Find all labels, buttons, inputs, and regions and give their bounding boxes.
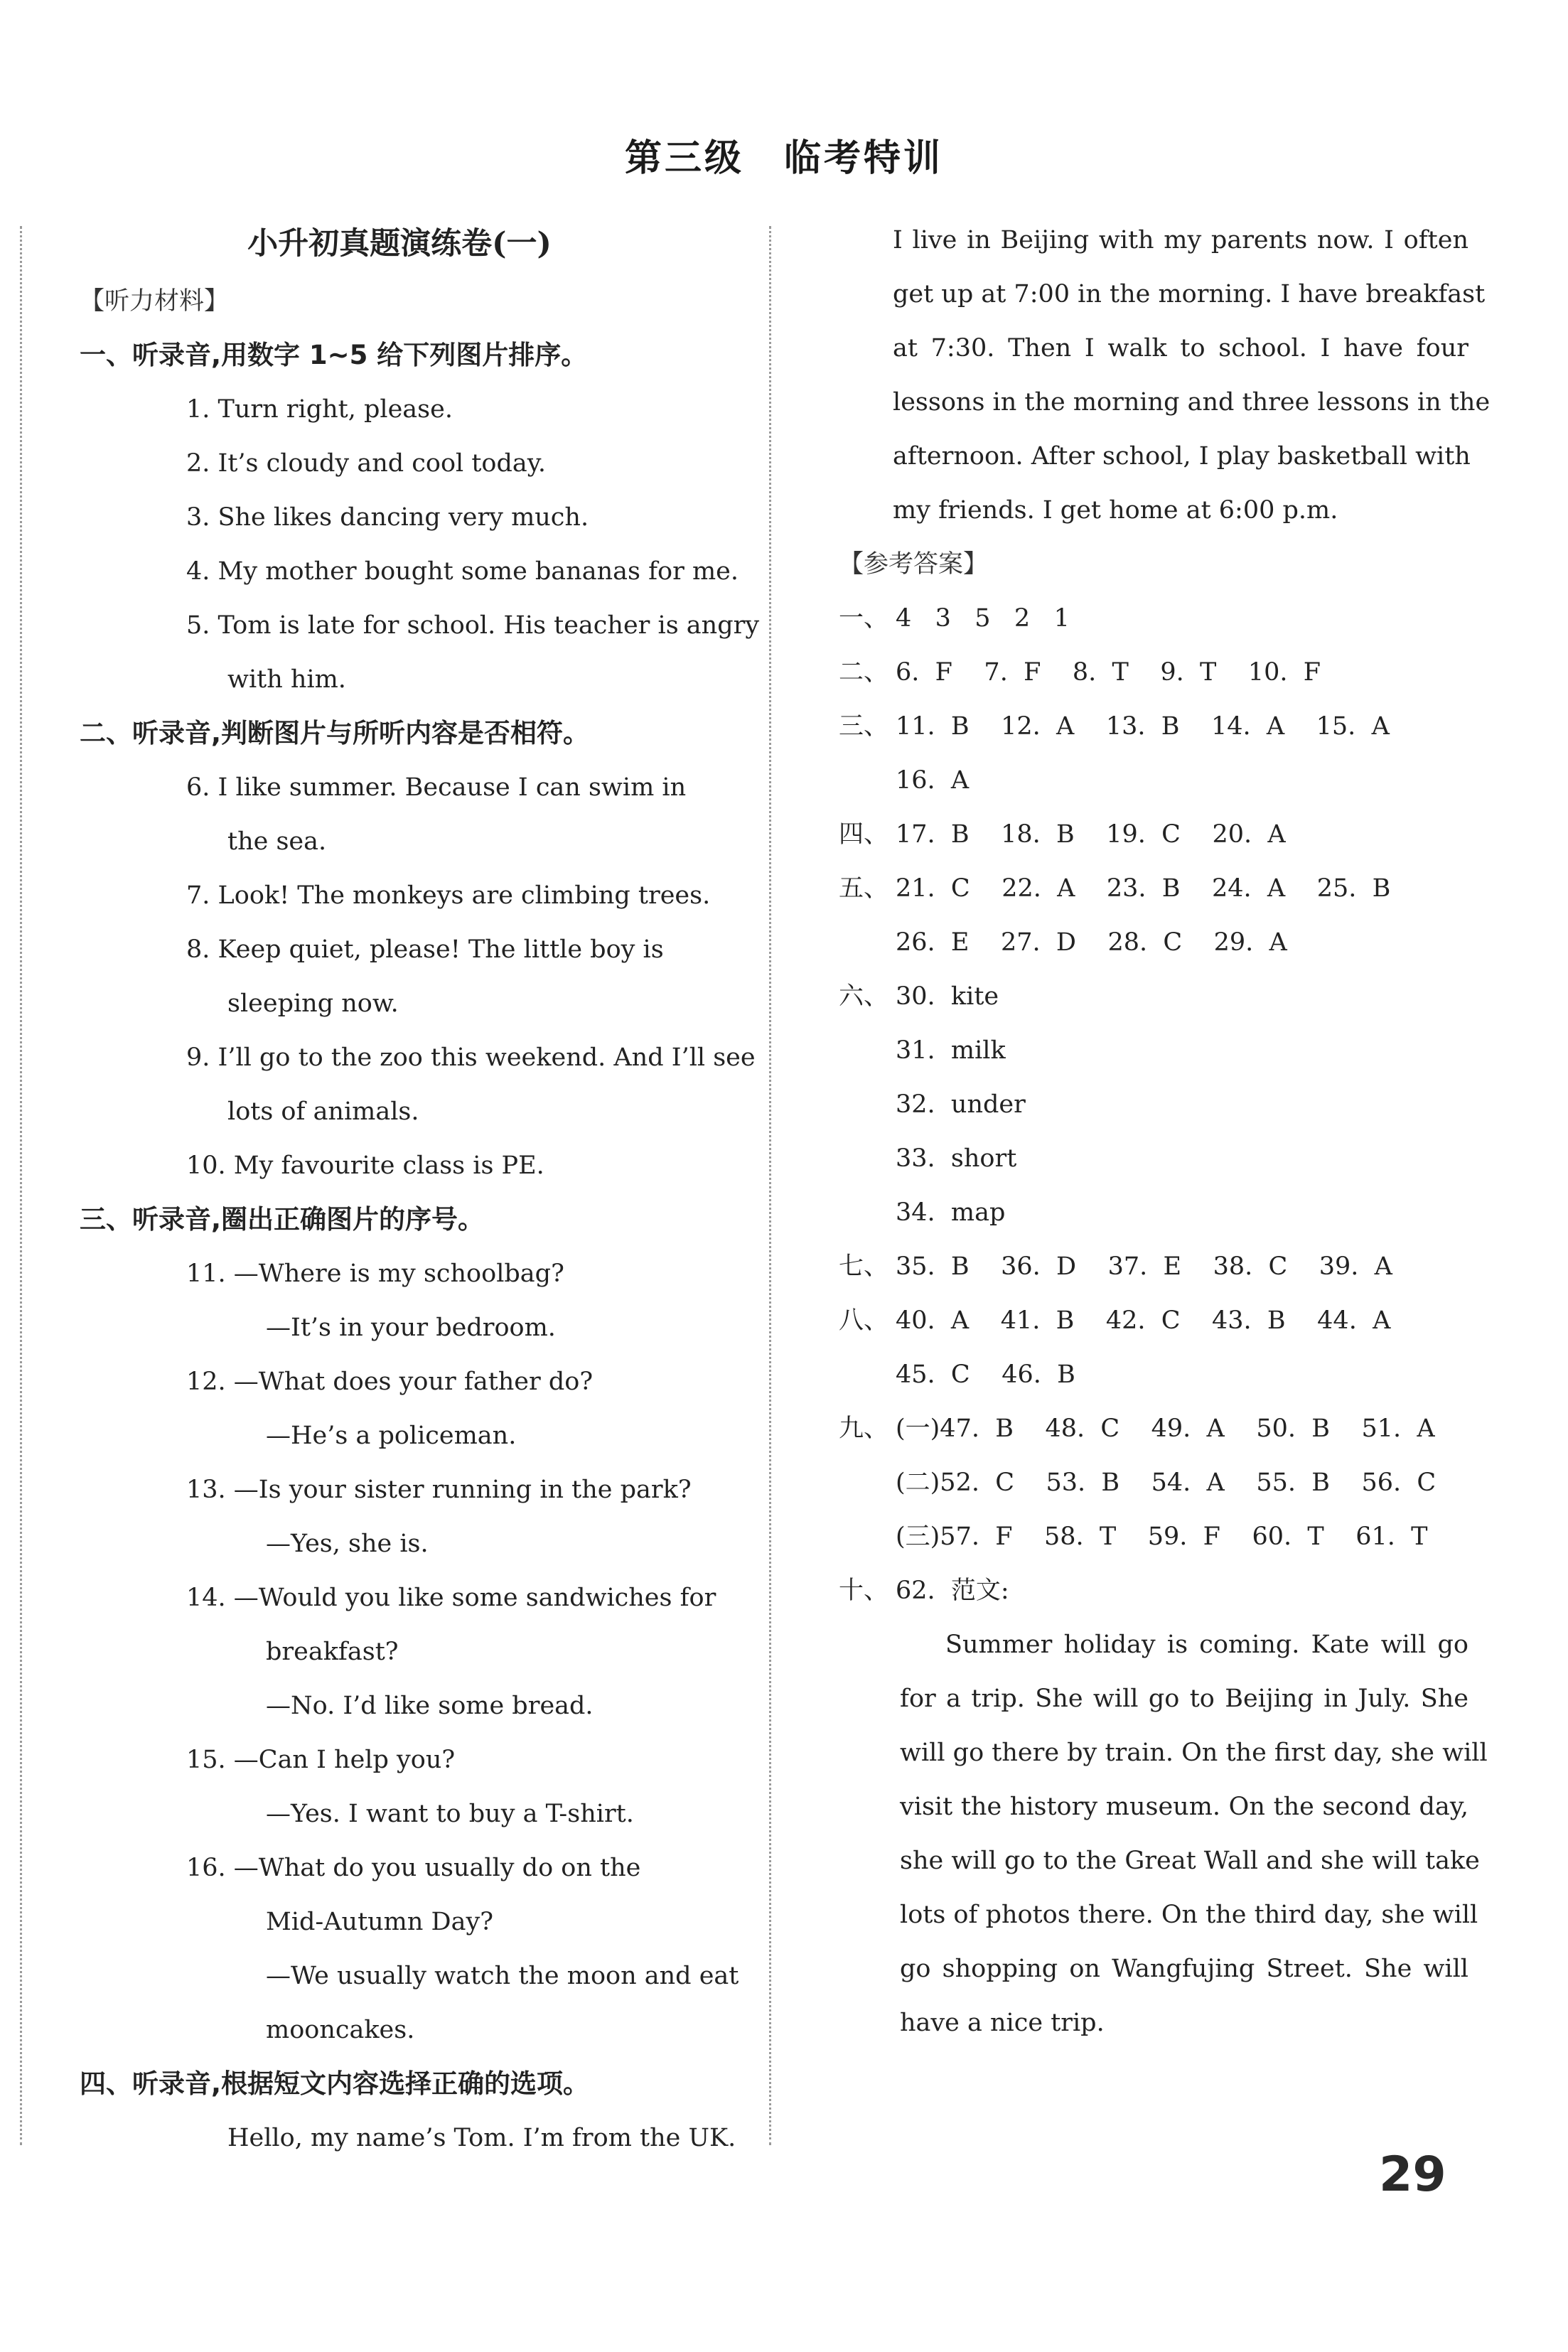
answer-row [839, 1024, 1464, 1078]
answer-row [839, 1510, 1464, 1564]
dialogue-line: 12. —What does your father do? [186, 1368, 594, 1396]
section-4-heading: 四、听录音,根据短文内容选择正确的选项。 [80, 2068, 590, 2099]
column-divider [769, 226, 771, 2145]
passage-line: lessons in the morning and three lessons in the [893, 388, 1491, 417]
answer-row [839, 1348, 1464, 1402]
list-item: 10. My favourite class is PE. [186, 1151, 544, 1180]
answer-row [839, 753, 1464, 807]
answer-text: 16. A [896, 766, 970, 795]
essay-line: will go there by train. On the first day, she will [900, 1739, 1488, 1767]
list-item: 9. I’ll go to the zoo this weekend. And I’ll see [186, 1043, 756, 1072]
list-item: 7. Look! The monkeys are climbing trees. [186, 881, 711, 910]
answer-text: 21. C 22. A 23. B 24. A 25. B [896, 874, 1391, 903]
answer-row [839, 1564, 1464, 1618]
page-number: 29 [1379, 2147, 1446, 2203]
answer-text: 26. E 27. D 28. C 29. A [896, 928, 1287, 957]
dialogue-continued: mooncakes. [266, 2016, 415, 2044]
list-item-continued: sleeping now. [227, 989, 399, 1018]
answer-text: (三)57. F 58. T 59. F 60. T 61. T [896, 1523, 1428, 1551]
answer-row [839, 1294, 1464, 1348]
dialogue-continued: breakfast? [266, 1638, 399, 1666]
answer-text: 30. kite [896, 982, 999, 1011]
dialogue-continued: Mid-Autumn Day? [266, 1908, 494, 1936]
answer-row [839, 645, 1464, 699]
list-item: 5. Tom is late for school. His teacher is angry [186, 611, 760, 640]
list-item-continued: with him. [227, 665, 346, 694]
answer-text: 34. map [896, 1198, 1006, 1227]
answer-text: 17. B 18. B 19. C 20. A [896, 820, 1286, 849]
dialogue-reply: —Yes. I want to buy a T-shirt. [266, 1800, 634, 1828]
exam-title: 小升初真题演练卷(一) [247, 226, 552, 262]
answer-row [839, 591, 1464, 645]
passage-line: at 7:30. Then I walk to school. I have four [893, 334, 1468, 363]
essay-line: Summer holiday is coming. Kate will go [945, 1631, 1468, 1659]
dialogue-line: 11. —Where is my schoolbag? [186, 1260, 564, 1288]
dialogue-reply: —No. I’d like some bread. [266, 1692, 594, 1720]
section-3-heading: 三、听录音,圈出正确图片的序号。 [80, 1204, 485, 1235]
answer-row [839, 861, 1464, 915]
answer-text: 4 3 5 2 1 [896, 604, 1070, 633]
answers-label: 【参考答案】 [839, 550, 989, 579]
answer-text: 32. under [896, 1090, 1026, 1119]
answer-text: 62. 范文: [896, 1577, 1009, 1605]
answer-row [839, 1402, 1464, 1456]
list-item: 6. I like summer. Because I can swim in [186, 773, 687, 802]
passage-line: Hello, my name’s Tom. I’m from the UK. [227, 2124, 736, 2152]
essay-line: have a nice trip. [900, 2009, 1105, 2037]
list-item: 2. It’s cloudy and cool today. [186, 449, 546, 478]
answer-text: 45. C 46. B [896, 1360, 1075, 1389]
answer-list [839, 591, 1464, 1618]
essay-line: go shopping on Wangfujing Street. She will [900, 1955, 1468, 1983]
answer-text: 6. F 7. F 8. T 9. T 10. F [896, 658, 1321, 687]
essay-line: visit the history museum. On the second day, [900, 1793, 1468, 1821]
dialogue-reply: —He’s a policeman. [266, 1422, 517, 1450]
passage-line: afternoon. After school, I play basketball with [893, 442, 1471, 471]
answer-row [839, 970, 1464, 1024]
answer-section-label: 四、 [839, 820, 889, 849]
list-item: 8. Keep quiet, please! The little boy is [186, 935, 664, 964]
dialogue-line: 16. —What do you usually do on the [186, 1854, 641, 1882]
answer-row [839, 1132, 1464, 1186]
dialogue-reply: —We usually watch the moon and eat [266, 1962, 739, 1990]
list-item: 3. She likes dancing very much. [186, 503, 589, 532]
answer-row [839, 915, 1464, 970]
passage-line: get up at 7:00 in the morning. I have breakfast [893, 280, 1486, 308]
listening-label: 【听力材料】 [80, 287, 230, 316]
dialogue-line: 13. —Is your sister running in the park? [186, 1476, 692, 1504]
answer-section-label: 五、 [839, 874, 889, 903]
answer-section-label: 三、 [839, 712, 889, 741]
list-item: 1. Turn right, please. [186, 395, 453, 424]
dialogue-line: 15. —Can I help you? [186, 1746, 456, 1774]
answer-text: (一)47. B 48. C 49. A 50. B 51. A [896, 1414, 1435, 1443]
list-item: 4. My mother bought some bananas for me. [186, 557, 739, 586]
right-column [839, 213, 1491, 2050]
dialogue-reply: —Yes, she is. [266, 1530, 429, 1558]
answer-text: 40. A 41. B 42. C 43. B 44. A [896, 1306, 1391, 1335]
list-item-continued: the sea. [227, 827, 327, 856]
answer-section-label: 九、 [839, 1414, 889, 1443]
answer-row [839, 1078, 1464, 1132]
answer-text: 31. milk [896, 1036, 1006, 1065]
dialogue-line: 14. —Would you like some sandwiches for [186, 1584, 716, 1612]
essay-line: she will go to the Great Wall and she will take [900, 1847, 1480, 1875]
answer-section-label: 一、 [839, 604, 889, 633]
passage-line: my friends. I get home at 6:00 p.m. [893, 496, 1338, 525]
answer-text: 35. B 36. D 37. E 38. C 39. A [896, 1252, 1392, 1281]
answer-text: 11. B 12. A 13. B 14. A 15. A [896, 712, 1390, 741]
list-item-continued: lots of animals. [227, 1097, 419, 1126]
dialogue-reply: —It’s in your bedroom. [266, 1314, 556, 1342]
answer-row [839, 699, 1464, 753]
answer-row [839, 1456, 1464, 1510]
answer-section-label: 二、 [839, 658, 889, 687]
answer-row [839, 1240, 1464, 1294]
answer-section-label: 六、 [839, 982, 889, 1011]
answer-section-label: 七、 [839, 1252, 889, 1281]
answer-row [839, 1186, 1464, 1240]
page-title: 第三级 临考特训 [624, 137, 943, 180]
passage-line: I live in Beijing with my parents now. I often [893, 226, 1468, 254]
section-1-heading: 一、听录音,用数字 1~5 给下列图片排序。 [80, 340, 588, 370]
answer-text: (二)52. C 53. B 54. A 55. B 56. C [896, 1468, 1437, 1497]
answer-section-label: 八、 [839, 1306, 889, 1335]
answer-section-label: 十、 [839, 1577, 889, 1605]
left-column [80, 213, 760, 2165]
essay-line: for a trip. She will go to Beijing in July. She [900, 1685, 1468, 1713]
answer-row [839, 807, 1464, 861]
left-margin-rule [20, 226, 22, 2145]
section-2-heading: 二、听录音,判断图片与所听内容是否相符。 [80, 718, 590, 748]
essay-line: lots of photos there. On the third day, she will [900, 1901, 1478, 1929]
answer-text: 33. short [896, 1144, 1017, 1173]
